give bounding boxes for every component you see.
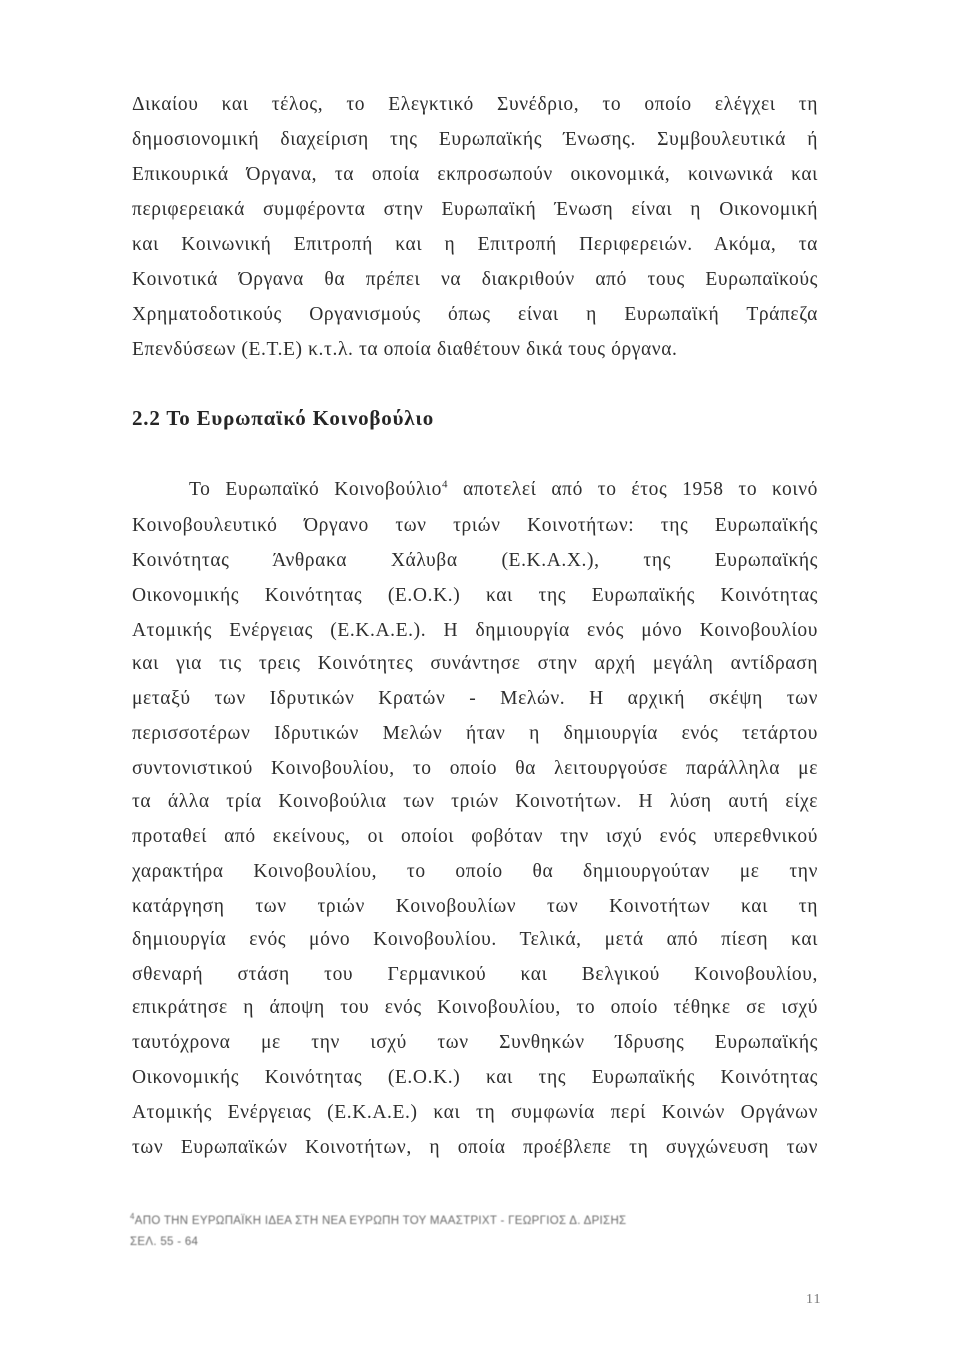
body-line: Οικονομικής Κοινότητας (Ε.Ο.Κ.) και της Ευρωπαϊκής Κοινότητας <box>132 585 818 606</box>
body-line: Επενδύσεων (Ε.Τ.Ε) κ.τ.λ. τα οποία διαθέτουν δικά τους όργανα. <box>132 339 678 360</box>
body-line: επικράτησε η άποψη του ενός Κοινοβουλίου, το οποίο τέθηκε σε ισχύ <box>132 997 818 1018</box>
body-line: Ατομικής Ενέργειας (Ε.Κ.Α.Ε.). Η δημιουργία ενός μόνο Κοινοβουλίου <box>132 620 818 641</box>
body-line: περισσοτέρων Ιδρυτικών Μελών ήταν η δημιουργία ενός τετάρτου <box>132 723 818 744</box>
body-text: αποτελεί από το έτος 1958 το κοινό <box>448 479 818 500</box>
body-line: μεταξύ των Ιδρυτικών Κρατών - Μελών. Η αρχική σκέψη των <box>132 688 818 709</box>
body-line: και για τις τρεις Κοινότητες συνάντησε στην αρχή μεγάλη αντίδραση <box>132 653 818 674</box>
body-line: περιφερειακά συμφέροντα στην Ευρωπαϊκή Ένωση είναι η Οικονομική <box>132 199 818 220</box>
body-line: δημοσιονομική διαχείριση της Ευρωπαϊκής Ένωσης. Συμβουλευτικά ή <box>132 129 818 150</box>
body-line: Κοινοβουλευτικό Όργανο των τριών Κοινοτήτων: της Ευρωπαϊκής <box>132 515 818 536</box>
body-text: Το Ευρωπαϊκό Κοινοβούλιο <box>189 479 442 500</box>
body-line: Κοινοτικά Όργανα θα πρέπει να διακριθούν από τους Ευρωπαϊκούς <box>132 269 818 290</box>
page-number: 11 <box>806 1292 822 1307</box>
body-line: Κοινότητας Άνθρακα Χάλυβα (Ε.Κ.Α.Χ.), της Ευρωπαϊκής <box>132 550 818 571</box>
section-heading: 2.2 Το Ευρωπαϊκό Κοινοβούλιο <box>132 406 435 430</box>
footnote-line: ΣΕΛ. 55 - 64 <box>130 1236 199 1248</box>
body-line: τα άλλα τρία Κοινοβούλια των τριών Κοινοτήτων. Η λύση αυτή είχε <box>132 791 818 812</box>
body-line-first <box>189 478 818 502</box>
body-line: συντονιστικού Κοινοβουλίου, το οποίο θα λειτουργούσε παράλληλα με <box>132 758 818 779</box>
body-line: Ατομικής Ενέργειας (Ε.Κ.Α.Ε.) και τη συμφωνία περί Κοινών Οργάνων <box>132 1102 818 1123</box>
body-line: χαρακτήρα Κοινοβουλίου, το οποίο θα δημιουργούταν με την <box>132 861 818 882</box>
body-line: Οικονομικής Κοινότητας (Ε.Ο.Κ.) και της Ευρωπαϊκής Κοινότητας <box>132 1067 818 1088</box>
body-line: Χρηματοδοτικούς Οργανισμούς όπως είναι η Ευρωπαϊκή Τράπεζα <box>132 304 818 325</box>
body-line: και Κοινωνική Επιτροπή και η Επιτροπή Περιφερειών. Ακόμα, τα <box>132 234 818 255</box>
body-line: προταθεί από εκείνους, οι οποίοι φοβόταν την ισχύ ενός υπερεθνικού <box>132 826 818 847</box>
body-line: ταυτόχρονα με την ισχύ των Συνθηκών Ίδρυσης Ευρωπαϊκής <box>132 1032 818 1053</box>
footnote-number: 4 <box>130 1212 135 1222</box>
footnote-reference: 4 <box>441 478 449 491</box>
body-line: Δικαίου και τέλος, το Ελεγκτικό Συνέδριο, το οποίο ελέγχει τη <box>132 94 818 115</box>
footnote-line <box>130 1214 626 1228</box>
body-line: των Ευρωπαϊκών Κοινοτήτων, η οποία προέβλεπε τη συγχώνευση των <box>132 1137 818 1158</box>
footnote-text: ΑΠΟ ΤΗΝ ΕΥΡΩΠΑΪΚΗ ΙΔΕΑ ΣΤΗ ΝΕΑ ΕΥΡΩΠΗ ΤΟΥ ΜΑΑΣΤΡΙΧΤ - ΓΕΩΡΓΙΟΣ Δ. ΔΡΙΣΗΣ <box>134 1215 627 1227</box>
body-line: Επικουρικά Όργανα, τα οποία εκπροσωπούν οικονομικά, κοινωνικά και <box>132 164 818 185</box>
body-line: δημιουργία ενός μόνο Κοινοβουλίου. Τελικά, μετά από πίεση και <box>132 929 818 950</box>
body-line: σθεναρή στάση του Γερμανικού και Βελγικού Κοινοβουλίου, <box>132 964 818 985</box>
body-line: κατάργηση των τριών Κοινοβουλίων των Κοινοτήτων και τη <box>132 896 818 917</box>
